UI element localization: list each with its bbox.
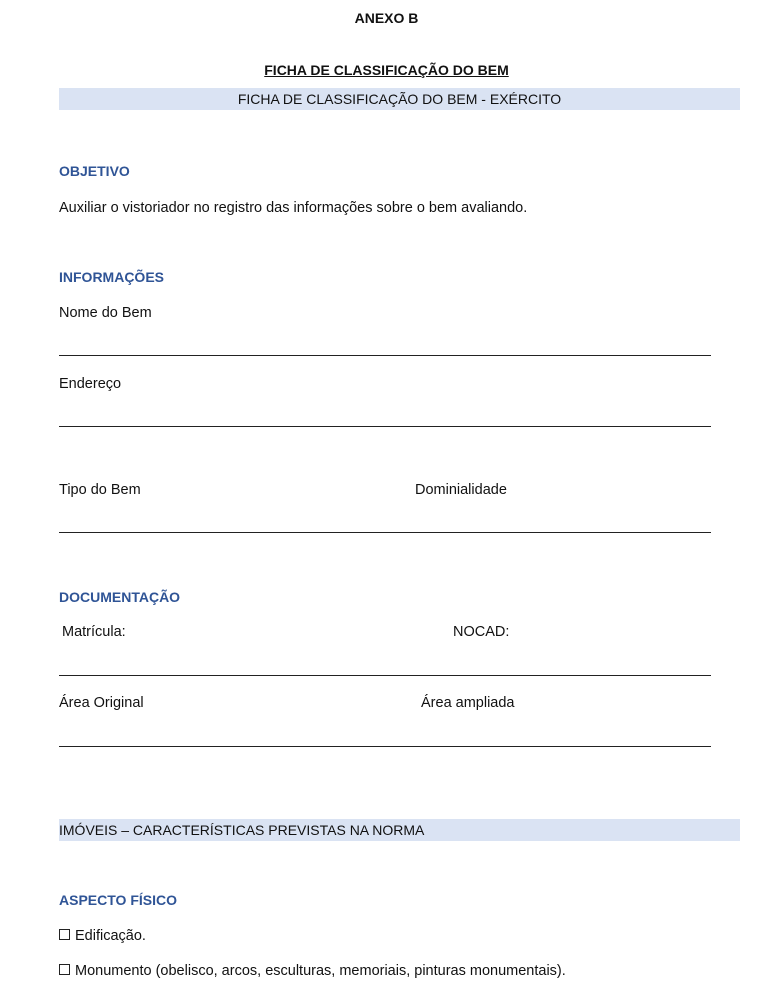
- option-label: Edificação.: [75, 928, 146, 944]
- matricula-nocad-field[interactable]: [59, 675, 711, 676]
- documentacao-heading: DOCUMENTAÇÃO: [59, 589, 181, 605]
- document-title: FICHA DE CLASSIFICAÇÃO DO BEM: [264, 62, 509, 78]
- option-monumento[interactable]: [59, 963, 566, 979]
- nome-do-bem-label: Nome do Bem: [59, 305, 152, 321]
- informacoes-heading: INFORMAÇÕES: [59, 269, 164, 285]
- subtitle-band: [59, 88, 740, 110]
- imoveis-band-text: IMÓVEIS – CARACTERÍSTICAS PREVISTAS NA NORMA: [59, 822, 425, 838]
- imoveis-band: [59, 819, 740, 841]
- tipo-do-bem-label: Tipo do Bem: [59, 482, 141, 498]
- nome-do-bem-field[interactable]: [59, 355, 711, 356]
- endereco-label: Endereço: [59, 376, 122, 392]
- area-ampliada-label: Área ampliada: [421, 695, 515, 711]
- objetivo-text: Auxiliar o vistoriador no registro das informações sobre o bem avaliando.: [59, 200, 528, 216]
- tipo-dominialidade-field[interactable]: [59, 532, 711, 533]
- area-field[interactable]: [59, 746, 711, 747]
- nocad-label: NOCAD:: [453, 624, 510, 640]
- endereco-field[interactable]: [59, 426, 711, 427]
- option-edificacao[interactable]: [59, 928, 146, 944]
- objetivo-heading: OBJETIVO: [59, 163, 130, 179]
- subtitle-text: FICHA DE CLASSIFICAÇÃO DO BEM - EXÉRCITO: [237, 91, 562, 107]
- area-original-label: Área Original: [59, 695, 144, 711]
- matricula-label: Matrícula:: [62, 624, 126, 640]
- annex-label: ANEXO B: [354, 10, 419, 26]
- checkbox-icon[interactable]: [59, 964, 70, 975]
- checkbox-icon[interactable]: [59, 929, 70, 940]
- option-label: Monumento (obelisco, arcos, esculturas, memoriais, pinturas monumentais).: [75, 963, 566, 979]
- dominialidade-label: Dominialidade: [415, 482, 507, 498]
- aspecto-fisico-heading: ASPECTO FÍSICO: [59, 892, 177, 908]
